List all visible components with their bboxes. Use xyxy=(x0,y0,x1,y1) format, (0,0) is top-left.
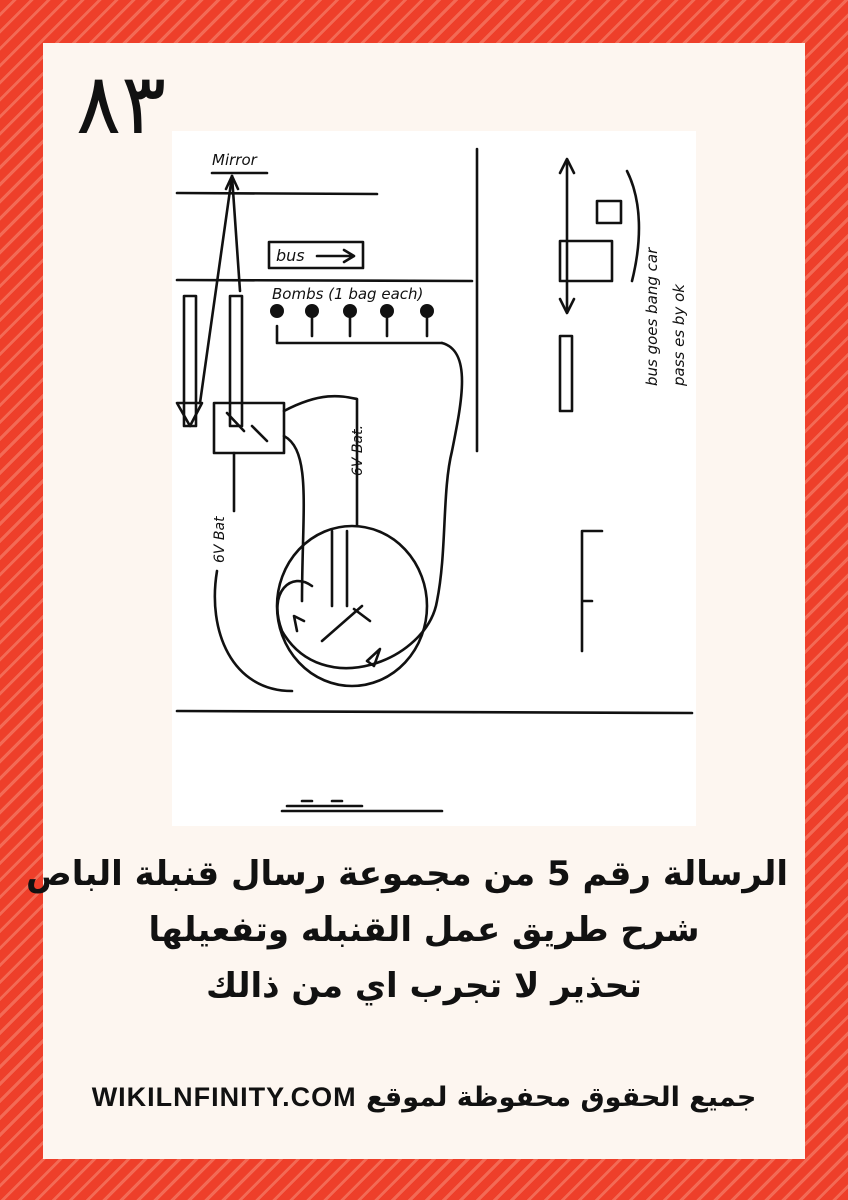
bomb-2 xyxy=(305,304,319,318)
bottom-right-marker xyxy=(582,531,602,651)
sketch-label-bombs: Bombs (1 bag each) xyxy=(272,285,424,303)
bomb-4 xyxy=(380,304,394,318)
switch-box xyxy=(214,403,284,453)
dial-arrow-left xyxy=(294,616,304,631)
bus-arrow xyxy=(317,250,354,262)
car-block xyxy=(597,201,621,223)
dial-hand xyxy=(322,606,370,641)
timer-dial xyxy=(277,526,427,686)
road-line-bus xyxy=(177,280,472,281)
sketch-drawing xyxy=(172,131,696,826)
caption-line-3: تحذير لا تجرب اي من ذالك xyxy=(206,966,642,1006)
dial-wires xyxy=(332,531,347,606)
mirror-pole-base xyxy=(177,403,202,426)
mirror-arrow-left xyxy=(200,176,232,403)
site-name: WIKILNFINITY.COM xyxy=(91,1082,357,1112)
sketch-label-battery-right: 6V Bat. xyxy=(350,424,366,476)
copyright-footer xyxy=(60,1082,788,1113)
wire-switch-to-coil xyxy=(284,436,304,601)
caption-line-1: الرسالة رقم 5 من مجموعة رسال قنبلة الباص xyxy=(26,854,788,894)
sketch-label-battery-left: 6V Bat xyxy=(212,516,228,563)
rights-text: جميع الحقوق محفوظة لموقع xyxy=(366,1082,757,1113)
bomb-1 xyxy=(270,304,284,318)
sketch-note-1: bus goes bang car xyxy=(643,247,661,386)
mirror-pole-left xyxy=(184,296,196,426)
bomb-wire xyxy=(277,326,442,343)
bomb-5 xyxy=(420,304,434,318)
bomb-3 xyxy=(343,304,357,318)
sketch-note-2: pass es by ok xyxy=(670,284,688,386)
bottom-stub-marks xyxy=(287,801,362,806)
road-line-bottom xyxy=(177,711,692,713)
page-number: ٨٣ xyxy=(76,55,167,153)
road-line-top xyxy=(177,193,377,194)
bomb-diagram-sketch xyxy=(172,131,696,826)
bomb-stems xyxy=(312,316,427,336)
wire-to-battery xyxy=(284,396,357,526)
sketch-label-mirror: Mirror xyxy=(212,151,257,169)
mirror-pole-right xyxy=(230,296,242,426)
caption xyxy=(26,846,788,1014)
caption-line-2: شرح طريق عمل القنبله وتفعيلها xyxy=(148,910,700,950)
right-mirror-pole xyxy=(560,336,572,411)
road-curve-right xyxy=(627,171,639,281)
sketch-label-bus: bus xyxy=(276,246,305,265)
